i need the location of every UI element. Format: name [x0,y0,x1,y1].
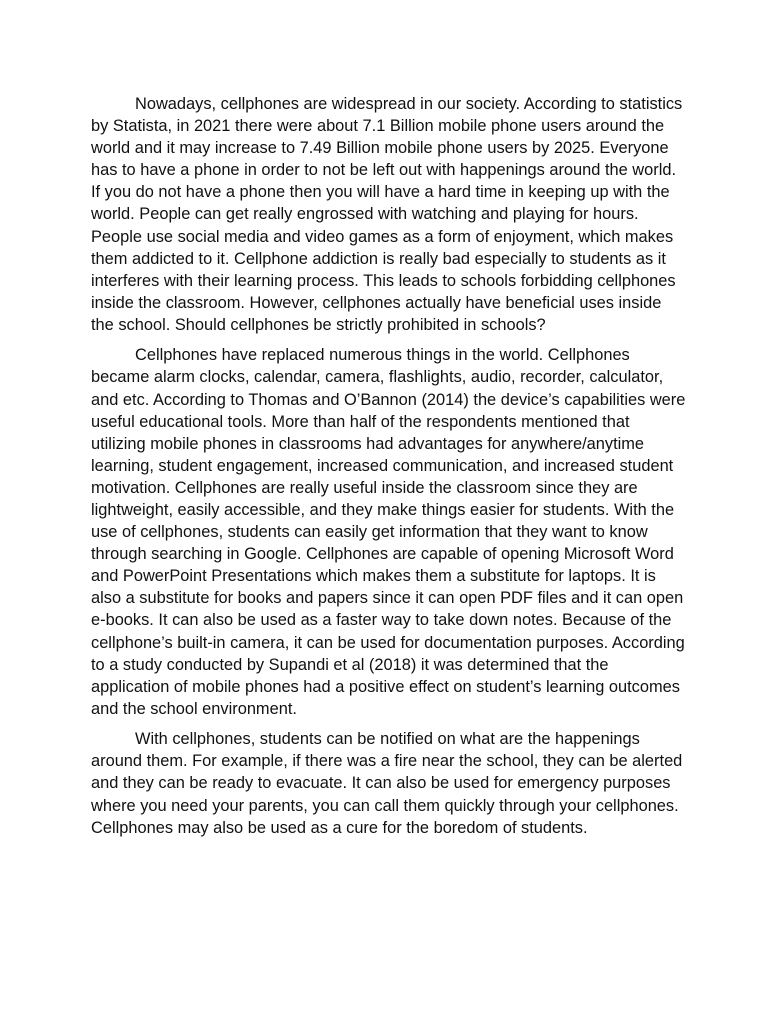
paragraph-intro: Nowadays, cellphones are widespread in our society. According to statistics by Statista, in 2021 there were about 7.1 Billion mobile phone users around the world and it may increase to 7.49 Billion mobile phone users by 2025. Everyone has to have a phone in order to not be left out with happenings around the world. If you do not have a phone then you will have a hard time in keeping up with the world. People can get really engrossed with watching and playing for hours. People use social media and video games as a form of enjoyment, which makes them addicted to it. Cellphone addiction is really bad especially to students as it interferes with their learning process. This leads to schools forbidding cellphones inside the classroom. However, cellphones actually have beneficial uses inside the school. Should cellphones be strictly prohibited in schools? [91,95,683,334]
paragraph-uses: Cellphones have replaced numerous things in the world. Cellphones became alarm clocks, calendar, camera, flashlights, audio, recorder, calculator, and etc. According to Thomas and O’Bannon (2014) the device’s capabilities were useful educational tools. More than half of the respondents mentioned that utilizing mobile phones in classrooms had advantages for anywhere/anytime learning, student engagement, increased communication, and increased student motivation. Cellphones are really useful inside the classroom since they are lightweight, easily accessible, and they make things easier for students. With the use of cellphones, students can easily get information that they want to know through searching in Google. Cellphones are capable of opening Microsoft Word and PowerPoint Presentations which makes them a substitute for laptops. It is also a substitute for books and papers since it can open PDF files and it can open e-books. It can also be used as a faster way to take down notes. Because of the cellphone’s built-in camera, it can be used for documentation purposes. According to a study conducted by Supandi et al (2018) it was determined that the application of mobile phones had a positive effect on student’s learning outcomes and the school environment. [91,346,686,718]
paragraph-emergency: With cellphones, students can be notified on what are the happenings around them. For example, if there was a fire near the school, they can be alerted and they can be ready to evacuate. It can also be used for emergency purposes where you need your parents, you can call them quickly through your cellphones. Cellphones may also be used as a cure for the boredom of students. [91,730,683,837]
